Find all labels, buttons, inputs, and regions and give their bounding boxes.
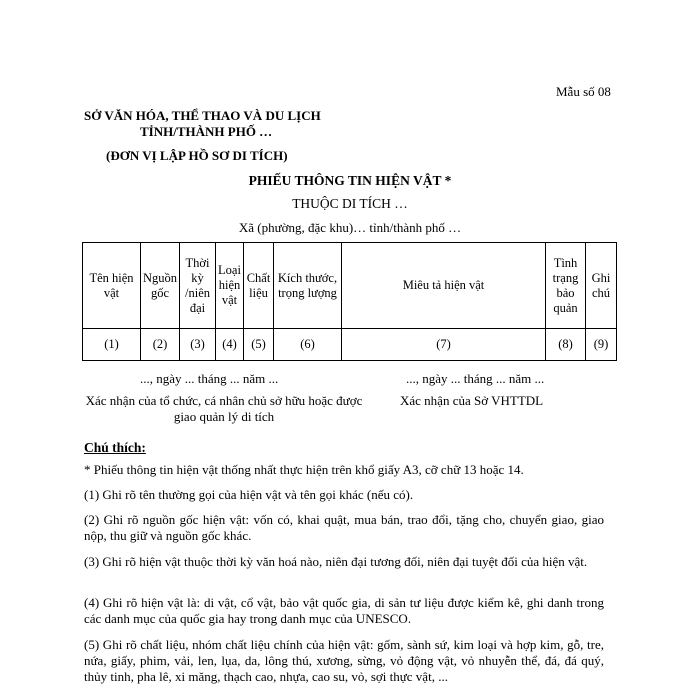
header-cell: Ghi chú (586, 243, 617, 329)
header-cell: Kích thước, trọng lượng (274, 243, 342, 329)
table-cell: (9) (586, 329, 617, 361)
note-item: (4) Ghi rõ hiện vật là: di vật, cổ vật, bảo vật quốc gia, di sản tư liệu được kiểm kê, ghi danh trong các danh mục của quốc gia hay trong danh mục của UNESCO. (84, 595, 604, 626)
unit-name: (ĐƠN VỊ LẬP HỒ SƠ DI TÍCH) (106, 148, 288, 163)
left-signature-date: ..., ngày ... tháng ... năm ... (140, 371, 279, 386)
table-cell: (5) (244, 329, 274, 361)
table-cell: (2) (141, 329, 180, 361)
header-cell: Loại hiện vật (216, 243, 244, 329)
table-header-row (83, 243, 617, 329)
header-cell: Nguồn gốc (141, 243, 180, 329)
header-cell: Tình trạng bảo quản (546, 243, 586, 329)
artifact-info-table (82, 242, 617, 361)
table-row (83, 329, 617, 361)
document-title: PHIẾU THÔNG TIN HIỆN VẬT * (248, 173, 452, 188)
header-cell: Chất liệu (244, 243, 274, 329)
header-cell: Thời kỳ /niên đại (180, 243, 216, 329)
department-name: SỞ VĂN HÓA, THỂ THAO VÀ DU LỊCH (84, 108, 321, 123)
note-item: (1) Ghi rõ tên thường gọi của hiện vật và tên gọi khác (nếu có). (84, 487, 414, 502)
note-item: (5) Ghi rõ chất liệu, nhóm chất liệu chính của hiện vật: gốm, sành sứ, kim loại và hợp kim, gỗ, tre, nứa, giấy, phim, vải, len, lụa, da, lông thú, xương, sừng, vỏ động vật, vỏ nhuyễn thể, đá, đá quý, thủy tinh, pha lê, xi măng, thạch cao, nhựa, cao su, vỏ, sợi thực vật, ... (84, 637, 604, 684)
table-cell: (4) (216, 329, 244, 361)
note-item: (2) Ghi rõ nguồn gốc hiện vật: vốn có, khai quật, mua bán, trao đổi, tặng cho, chuyển giao, giao nộp, thu giữ và nguồn gốc khác. (84, 512, 604, 543)
header-cell: Miêu tả hiện vật (342, 243, 546, 329)
table-cell: (8) (546, 329, 586, 361)
table-cell: (3) (180, 329, 216, 361)
province-name: TỈNH/THÀNH PHỐ … (140, 124, 273, 139)
notes-heading: Chú thích: (84, 440, 146, 455)
header-cell: Tên hiện vật (83, 243, 141, 329)
table-cell: (7) (342, 329, 546, 361)
document-subtitle: THUỘC DI TÍCH … (292, 196, 408, 211)
table-cell: (1) (83, 329, 141, 361)
form-number: Mẫu số 08 (556, 84, 611, 99)
left-signature-label: Xác nhận của tổ chức, cá nhân chủ sở hữu hoặc được giao quản lý di tích (85, 393, 363, 424)
right-signature-label: Xác nhận của Sở VHTTDL (400, 393, 544, 408)
note-item: * Phiếu thông tin hiện vật thống nhất thực hiện trên khổ giấy A3, cỡ chữ 13 hoặc 14. (84, 462, 524, 477)
table-cell: (6) (274, 329, 342, 361)
right-signature-date: ..., ngày ... tháng ... năm ... (406, 371, 545, 386)
note-item: (3) Ghi rõ hiện vật thuộc thời kỳ văn hoá nào, niên đại tương đối, niên đại tuyệt đối của hiện vật. (84, 554, 588, 569)
commune-line: Xã (phường, đặc khu)… tỉnh/thành phố … (238, 220, 462, 235)
